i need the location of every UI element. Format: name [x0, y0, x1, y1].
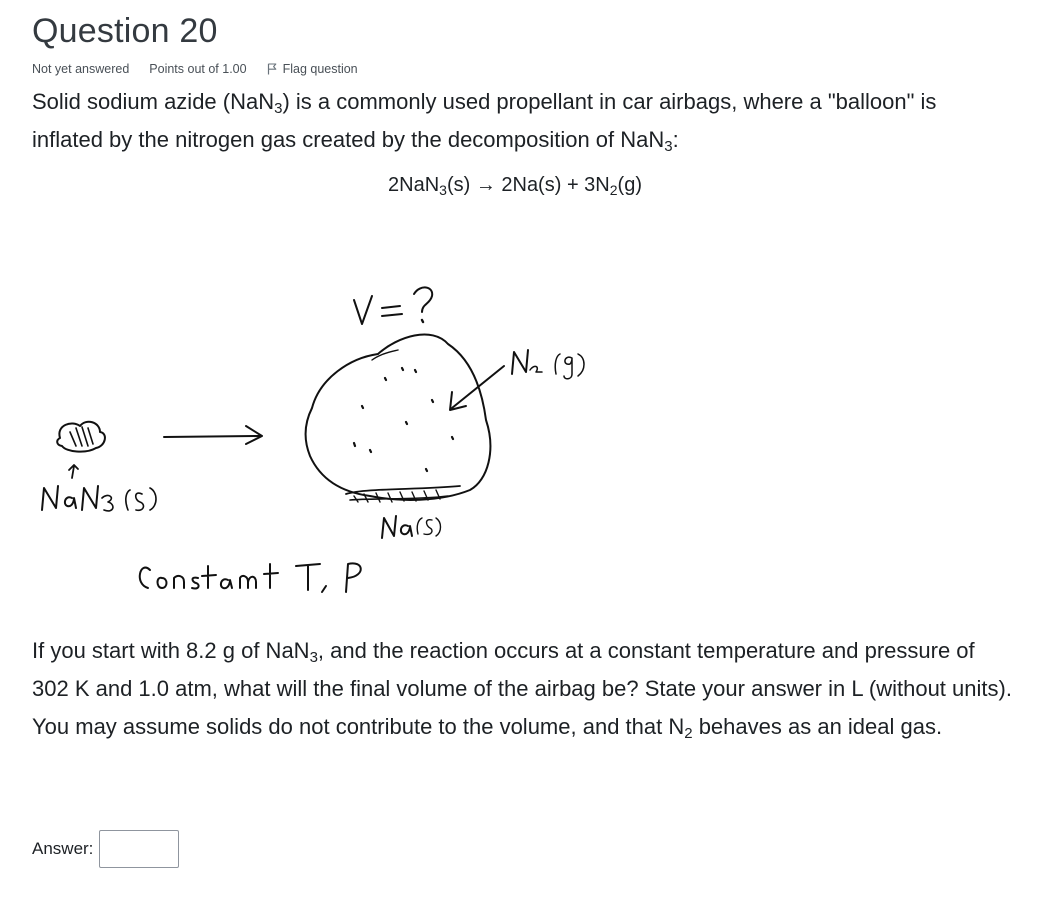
n2-label-drawing	[512, 350, 584, 379]
question-problem: If you start with 8.2 g of NaN$_3$, and the reaction occurs at a constant temperature and pressure of 302 K and 1.0 atm, what will the final volume of the airbag be? State your answer in L (without units). You may assume solids do not contribute to the volume, and that $N_2$ behaves as an ideal gas.	[32, 638, 1012, 742]
na-label-drawing	[382, 516, 441, 538]
reaction-equation: $2NaN_3(s) \to 2Na(s) + 3N_2(g)$	[388, 174, 642, 198]
flag-question-link[interactable]	[267, 62, 358, 76]
answer-label: Answer:	[32, 839, 94, 858]
answer-input[interactable]	[99, 830, 179, 868]
airbag-diagram	[20, 270, 640, 610]
balloon-drawing	[306, 335, 491, 502]
question-title: Question 20	[32, 12, 218, 50]
reaction-arrow	[164, 426, 262, 444]
pellet-pointer-arrow	[69, 465, 78, 478]
conditions-label-drawing	[140, 563, 361, 592]
n2-pointer-arrow	[450, 366, 504, 410]
nan3-pellet-drawing	[57, 422, 105, 452]
flag-icon	[267, 63, 277, 75]
answer-row	[32, 830, 179, 868]
flag-question-label: Flag question	[282, 62, 358, 76]
volume-label-drawing	[354, 287, 432, 324]
nan3-label-drawing	[42, 486, 156, 511]
question-status: Not yet answered	[32, 62, 130, 76]
question-info	[32, 62, 358, 76]
question-intro: Solid sodium azide (NaN$_3$) is a commonly used propellant in car airbags, where a "balloon" is inflated by the nitrogen gas created by the decomposition of NaN$_3$:	[32, 89, 937, 155]
question-points: Points out of 1.00	[149, 62, 247, 76]
